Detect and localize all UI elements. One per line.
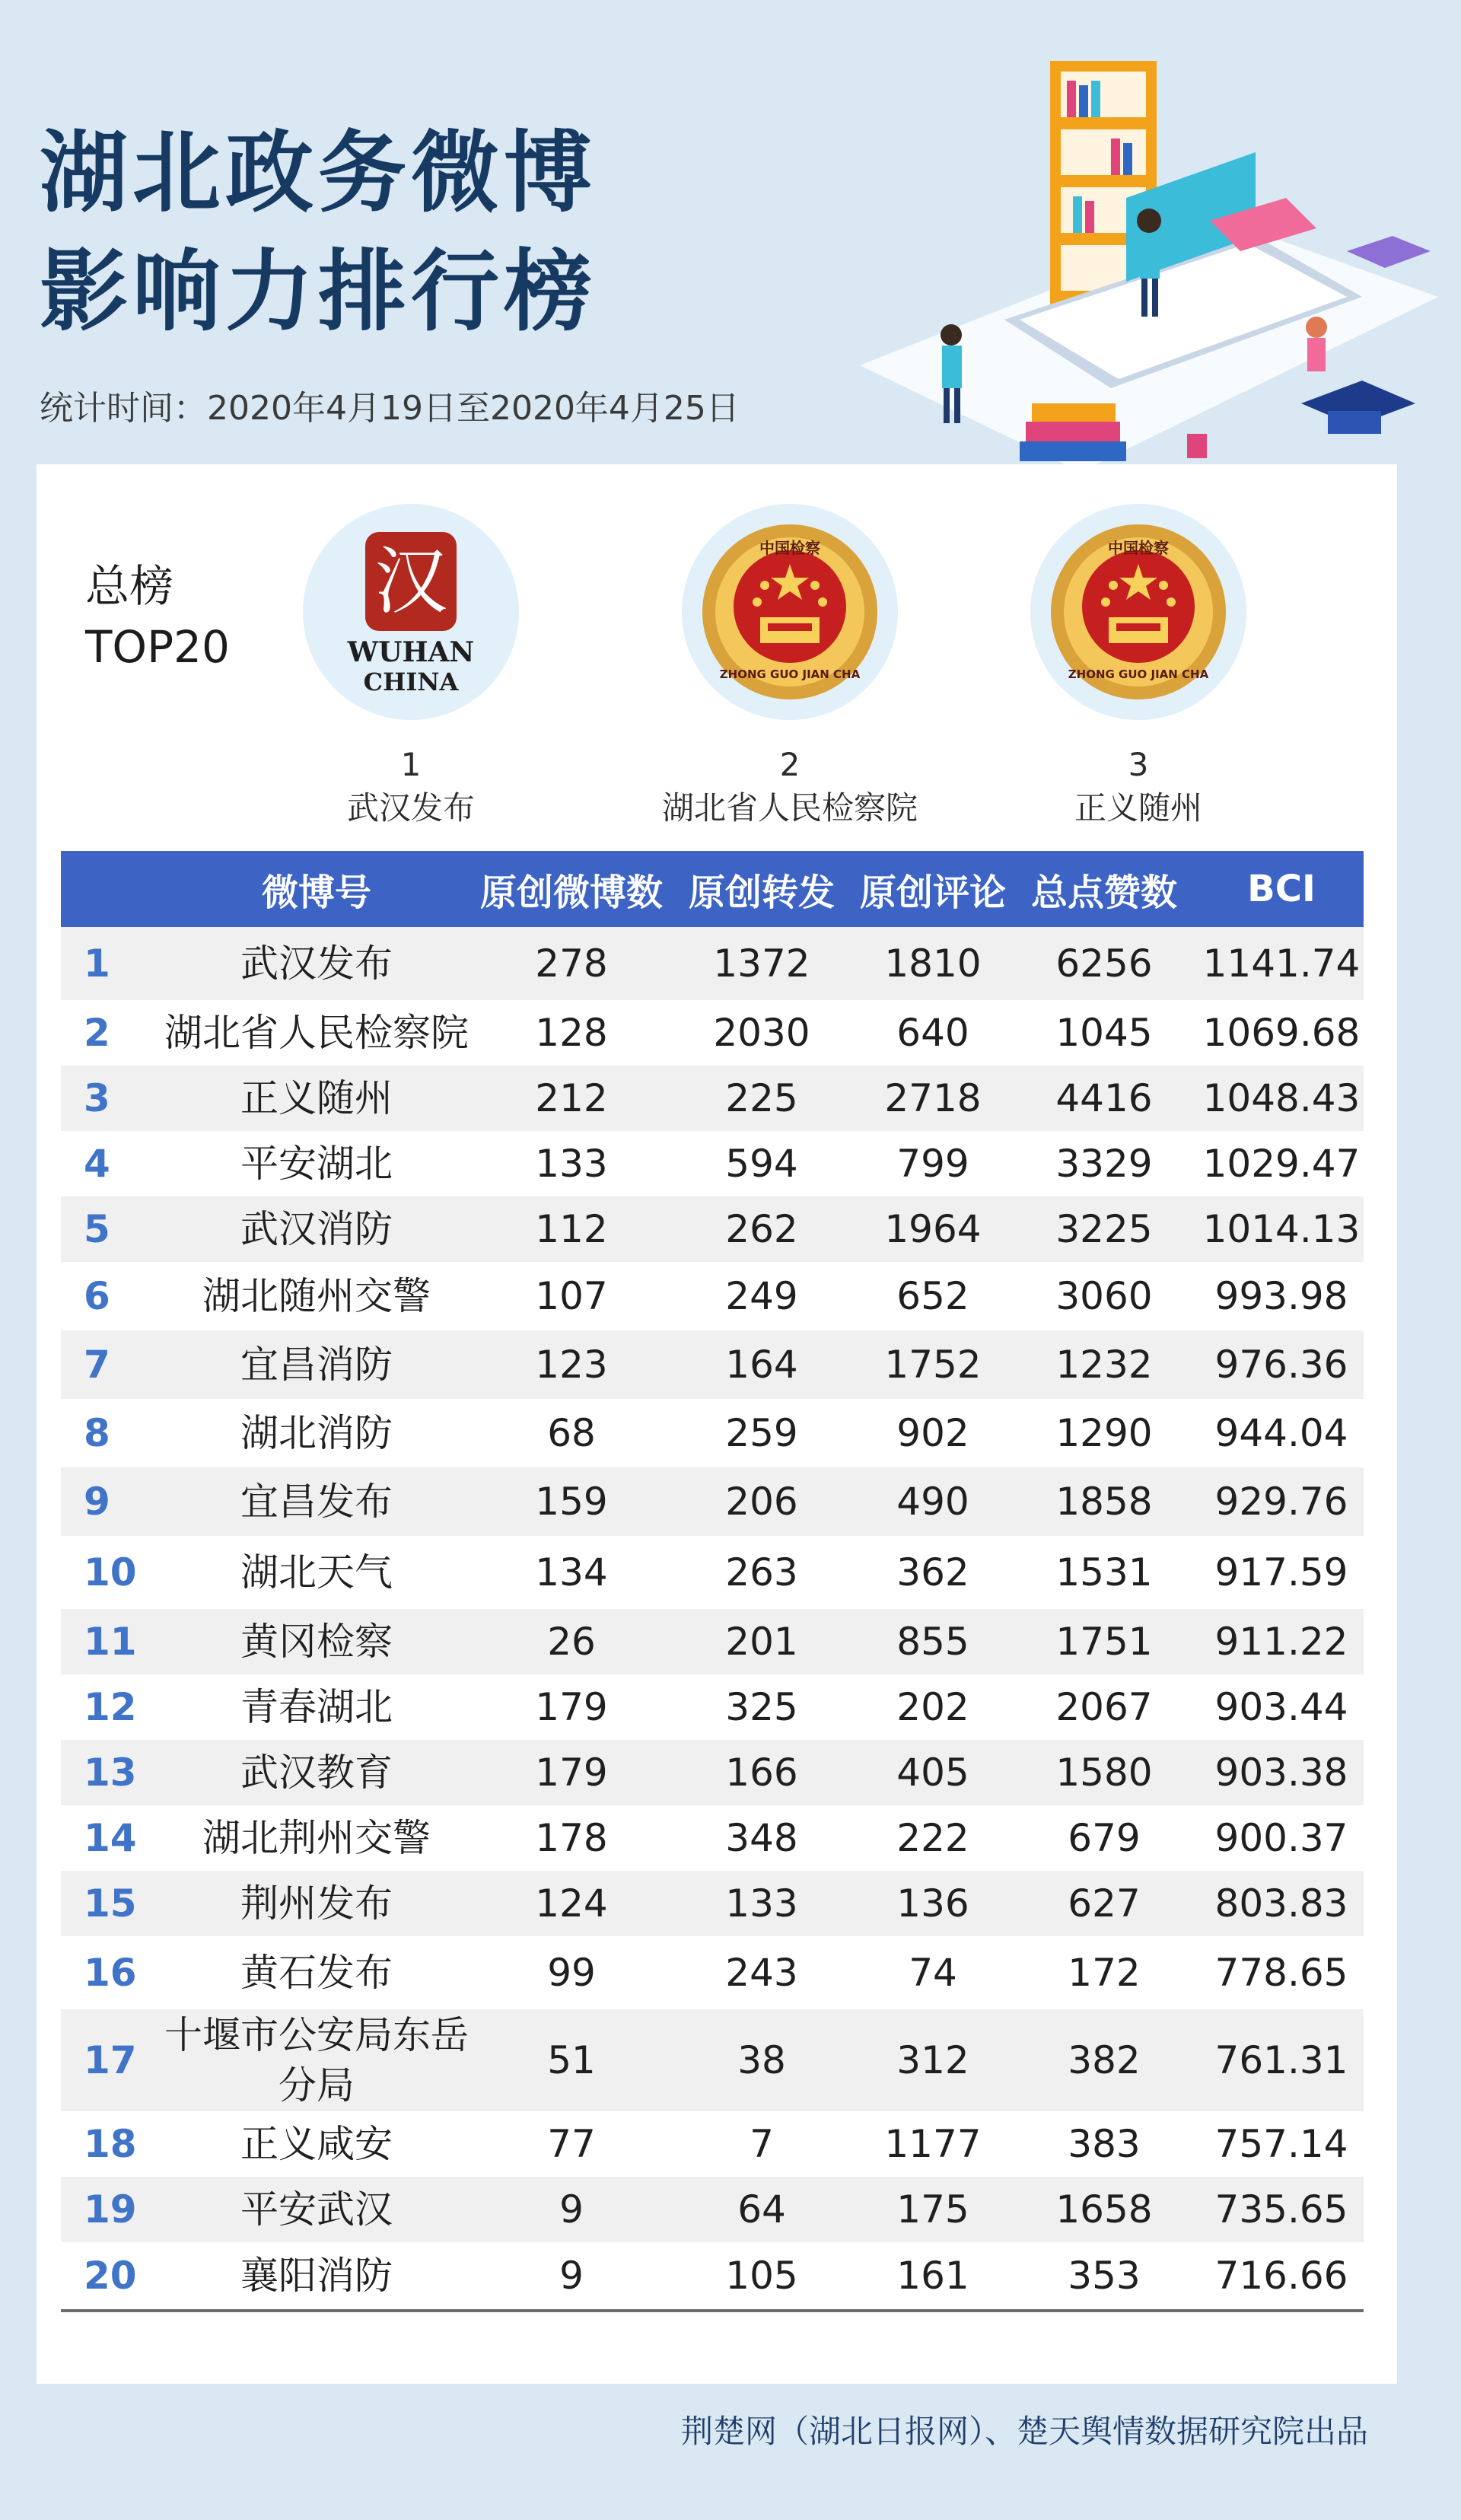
cell-original-reposts: 2030	[713, 1011, 810, 1055]
cell-original-reposts: 164	[667, 1330, 857, 1399]
cell-rank: 14	[84, 1816, 137, 1860]
title-line-2: 影响力排行榜	[40, 241, 597, 343]
table-row	[61, 1131, 1364, 1196]
logo-text-wuhan: WUHAN	[347, 636, 475, 668]
table-row	[61, 1609, 1364, 1674]
cell-original-comments: 490	[857, 1467, 1009, 1536]
emblem-bottom-text: ZHONG GUO JIAN CHA	[719, 667, 861, 681]
cell-original-comments: 2718	[857, 1066, 1009, 1131]
cell-original-posts: 128	[535, 1011, 608, 1055]
cell-original-posts: 212	[476, 1066, 667, 1131]
cell-original-comments: 855	[857, 1609, 1009, 1674]
table-row	[61, 2242, 1364, 2311]
table-row	[61, 1066, 1364, 1131]
footer-credit: 荆楚网（湖北日报网）、楚天舆情数据研究院出品	[680, 2413, 1368, 2450]
cell-original-reposts: 133	[667, 1871, 857, 1936]
cell-original-reposts: 206	[667, 1467, 857, 1536]
cell-original-posts: 123	[476, 1330, 667, 1399]
cell-total-likes: 1232	[1009, 1330, 1199, 1399]
podium-rank: 2	[779, 746, 801, 783]
cell-account: 湖北随州交警	[202, 1274, 431, 1318]
cell-rank: 16	[84, 1951, 137, 1995]
cell-bci: 778.65	[1214, 1951, 1348, 1995]
cell-total-likes: 3225	[1009, 1196, 1199, 1262]
cell-account: 荆州发布	[157, 1871, 476, 1936]
cell-total-likes: 1290	[1055, 1411, 1153, 1455]
podium-name: 湖北省人民检察院	[661, 789, 918, 827]
procuratorate-emblem-icon	[682, 504, 898, 720]
table-row	[61, 1330, 1364, 1399]
cell-rank: 12	[84, 1685, 137, 1729]
cell-original-comments: 136	[857, 1871, 1009, 1936]
cell-account: 正义咸安	[240, 2122, 393, 2166]
table-row	[61, 2177, 1364, 2242]
cell-original-posts: 77	[547, 2122, 596, 2166]
cell-rank: 13	[61, 1740, 157, 1805]
cell-original-reposts: 249	[725, 1274, 798, 1318]
cell-original-posts: 9	[476, 2177, 667, 2242]
cell-original-reposts: 105	[667, 2242, 857, 2311]
cell-rank: 4	[84, 1142, 110, 1186]
cell-total-likes: 1531	[1055, 1550, 1153, 1595]
cell-original-comments: 1810	[857, 927, 1009, 1000]
cell-original-reposts: 1372	[667, 927, 857, 1000]
emblem-top-text: 中国检察	[1108, 539, 1169, 557]
table-row	[61, 1536, 1364, 1609]
cell-account: 湖北省人民检察院	[164, 1011, 469, 1055]
cell-original-posts: 179	[476, 1740, 667, 1805]
table-row	[61, 1000, 1364, 1066]
cell-total-likes: 172	[1068, 1951, 1141, 1995]
cell-bci: 976.36	[1199, 1330, 1364, 1399]
cell-total-likes: 627	[1009, 1871, 1199, 1936]
cell-bci: 929.76	[1199, 1467, 1364, 1536]
cell-account: 武汉消防	[157, 1196, 476, 1262]
cell-account: 宜昌发布	[157, 1467, 476, 1536]
cell-total-likes: 1580	[1009, 1740, 1199, 1805]
cell-rank: 9	[61, 1467, 157, 1536]
cell-total-likes: 1658	[1009, 2177, 1199, 2242]
table-row	[61, 1467, 1364, 1536]
cell-rank: 19	[61, 2177, 157, 2242]
cell-total-likes: 3329	[1055, 1142, 1153, 1186]
cell-bci: 1014.13	[1199, 1196, 1364, 1262]
cell-bci: 903.44	[1214, 1685, 1348, 1729]
cell-original-comments: 405	[857, 1740, 1009, 1805]
cell-original-posts: 99	[547, 1951, 596, 1995]
wuhan-china-logo-icon	[303, 504, 519, 720]
cell-account: 湖北消防	[240, 1411, 393, 1455]
cell-rank: 3	[61, 1066, 157, 1131]
cell-original-posts: 107	[535, 1274, 608, 1318]
cell-original-posts: 178	[535, 1816, 608, 1860]
cell-bci: 1141.74	[1199, 927, 1364, 1000]
cell-total-likes: 383	[1068, 2122, 1141, 2166]
cell-original-reposts: 243	[725, 1951, 798, 1995]
cell-original-comments: 202	[896, 1685, 969, 1729]
title-line-1: 湖北政务微博	[40, 122, 597, 225]
table-row	[61, 1740, 1364, 1805]
cell-account: 襄阳消防	[157, 2242, 476, 2311]
cell-bci: 917.59	[1214, 1550, 1348, 1595]
cell-original-reposts: 166	[667, 1740, 857, 1805]
table-row	[61, 2009, 1364, 2111]
cell-original-comments: 1752	[857, 1330, 1009, 1399]
cell-bci: 1069.68	[1202, 1011, 1361, 1055]
cell-original-posts: 112	[476, 1196, 667, 1262]
cell-rank: 18	[84, 2122, 137, 2166]
podium-rank: 3	[1128, 746, 1149, 783]
cell-original-comments: 74	[909, 1951, 957, 1995]
cell-original-posts: 179	[535, 1685, 608, 1729]
table-row	[61, 1805, 1364, 1871]
cell-rank: 17	[61, 2009, 157, 2111]
cell-total-likes: 1045	[1055, 1011, 1153, 1055]
cell-original-reposts: 201	[667, 1609, 857, 1674]
cell-bci: 757.14	[1214, 2122, 1348, 2166]
svg-text:汉: 汉	[374, 539, 447, 624]
cell-bci: 735.65	[1199, 2177, 1364, 2242]
cell-account: 平安武汉	[157, 2177, 476, 2242]
cell-bci: 900.37	[1214, 1816, 1348, 1860]
cell-bci: 761.31	[1199, 2009, 1364, 2111]
logo-text-china: CHINA	[363, 667, 459, 696]
section-label-line-2: TOP20	[85, 621, 230, 673]
cell-original-comments: 652	[896, 1274, 969, 1318]
cell-original-comments: 1964	[857, 1196, 1009, 1262]
podium-name: 正义随州	[1074, 789, 1202, 827]
cell-bci: 716.66	[1199, 2242, 1364, 2311]
page-title	[40, 114, 597, 352]
cell-original-reposts: 225	[667, 1066, 857, 1131]
podium-name: 武汉发布	[346, 789, 475, 827]
cell-total-likes: 3060	[1055, 1274, 1153, 1318]
cell-original-comments: 902	[896, 1411, 969, 1455]
cell-rank: 5	[61, 1196, 157, 1262]
cell-rank: 7	[61, 1330, 157, 1399]
cell-rank: 20	[61, 2242, 157, 2311]
section-label-line-1: 总榜	[85, 560, 174, 612]
cell-account: 武汉发布	[157, 927, 476, 1000]
cell-rank: 11	[61, 1609, 157, 1674]
cell-bci: 1029.47	[1202, 1142, 1361, 1186]
header-account: 微博号	[157, 851, 476, 927]
header-original-reposts: 原创转发	[667, 851, 857, 927]
header-rank	[61, 851, 157, 927]
cell-account: 武汉教育	[157, 1740, 476, 1805]
cell-account: 黄冈检察	[157, 1609, 476, 1674]
cell-original-comments: 175	[857, 2177, 1009, 2242]
cell-original-posts: 9	[476, 2242, 667, 2311]
cell-original-reposts: 259	[725, 1411, 798, 1455]
podium-rank: 1	[400, 746, 422, 783]
cell-account: 平安湖北	[240, 1142, 393, 1186]
cell-original-posts: 134	[535, 1550, 608, 1595]
header-original-comments: 原创评论	[857, 851, 1009, 927]
cell-rank: 2	[84, 1011, 110, 1055]
cell-rank: 10	[84, 1550, 137, 1595]
cell-total-likes: 353	[1009, 2242, 1199, 2311]
cell-original-reposts: 38	[667, 2009, 857, 2111]
table-row	[61, 1674, 1364, 1740]
cell-total-likes: 1858	[1009, 1467, 1199, 1536]
cell-total-likes: 382	[1009, 2009, 1199, 2111]
cell-original-posts: 159	[476, 1467, 667, 1536]
emblem-top-text: 中国检察	[759, 539, 820, 557]
cell-bci: 911.22	[1199, 1609, 1364, 1674]
cell-original-reposts: 64	[667, 2177, 857, 2242]
cell-original-reposts: 7	[750, 2122, 774, 2166]
cell-bci: 903.38	[1199, 1740, 1364, 1805]
header-bci: BCI	[1199, 851, 1364, 927]
cell-account: 青春湖北	[240, 1685, 393, 1729]
cell-account: 正义随州	[157, 1066, 476, 1131]
table-row	[61, 1936, 1364, 2009]
cell-original-comments: 222	[896, 1816, 969, 1860]
cell-original-reposts: 262	[667, 1196, 857, 1262]
table-header-row	[61, 851, 1364, 927]
cell-total-likes: 4416	[1009, 1066, 1199, 1131]
cell-original-posts: 51	[476, 2009, 667, 2111]
cell-bci: 944.04	[1214, 1411, 1348, 1455]
cell-total-likes: 2067	[1055, 1685, 1153, 1729]
cell-original-posts: 133	[535, 1142, 608, 1186]
cell-original-posts: 124	[476, 1871, 667, 1936]
header-total-likes: 总点赞数	[1009, 851, 1199, 927]
cell-original-posts: 278	[476, 927, 667, 1000]
section-label	[85, 556, 230, 677]
cell-account: 宜昌消防	[157, 1330, 476, 1399]
emblem-bottom-text: ZHONG GUO JIAN CHA	[1068, 667, 1209, 681]
table-row	[61, 1196, 1364, 1262]
cell-account: 湖北天气	[240, 1550, 393, 1595]
cell-account: 十堰市公安局东岳分局	[157, 2009, 476, 2111]
cell-original-reposts: 263	[725, 1550, 798, 1595]
ranking-table	[61, 851, 1364, 2312]
cell-original-comments: 799	[896, 1142, 969, 1186]
podium-first	[228, 504, 594, 831]
study-illustration	[829, 46, 1438, 487]
table-row	[61, 927, 1364, 1000]
cell-total-likes: 6256	[1009, 927, 1199, 1000]
cell-rank: 8	[84, 1411, 110, 1455]
cell-original-posts: 68	[547, 1411, 596, 1455]
cell-original-reposts: 594	[725, 1142, 798, 1186]
table-row	[61, 1262, 1364, 1330]
cell-original-comments: 312	[857, 2009, 1009, 2111]
cell-bci: 993.98	[1214, 1274, 1348, 1318]
cell-original-reposts: 325	[725, 1685, 798, 1729]
cell-rank: 6	[84, 1274, 110, 1318]
cell-bci: 1048.43	[1199, 1066, 1364, 1131]
table-row	[61, 1871, 1364, 1936]
cell-original-comments: 161	[857, 2242, 1009, 2311]
podium-second	[607, 504, 972, 831]
podium-third	[956, 504, 1321, 831]
header-original-posts: 原创微博数	[476, 851, 667, 927]
cell-account: 湖北荆州交警	[202, 1816, 431, 1860]
cell-original-posts: 26	[476, 1609, 667, 1674]
stat-time: 统计时间：2020年4月19日至2020年4月25日	[40, 389, 740, 428]
cell-rank: 15	[61, 1871, 157, 1936]
cell-original-reposts: 348	[725, 1816, 798, 1860]
cell-bci: 803.83	[1199, 1871, 1364, 1936]
cell-original-comments: 362	[896, 1550, 969, 1595]
table-row	[61, 2111, 1364, 2177]
cell-original-comments: 1177	[884, 2122, 982, 2166]
cell-original-comments: 640	[896, 1011, 969, 1055]
cell-total-likes: 679	[1068, 1816, 1141, 1860]
cell-rank: 1	[61, 927, 157, 1000]
ranking-card	[37, 464, 1397, 2384]
cell-total-likes: 1751	[1009, 1609, 1199, 1674]
cell-account: 黄石发布	[240, 1951, 393, 1995]
procuratorate-emblem-icon	[1030, 504, 1246, 720]
table-row	[61, 1399, 1364, 1467]
